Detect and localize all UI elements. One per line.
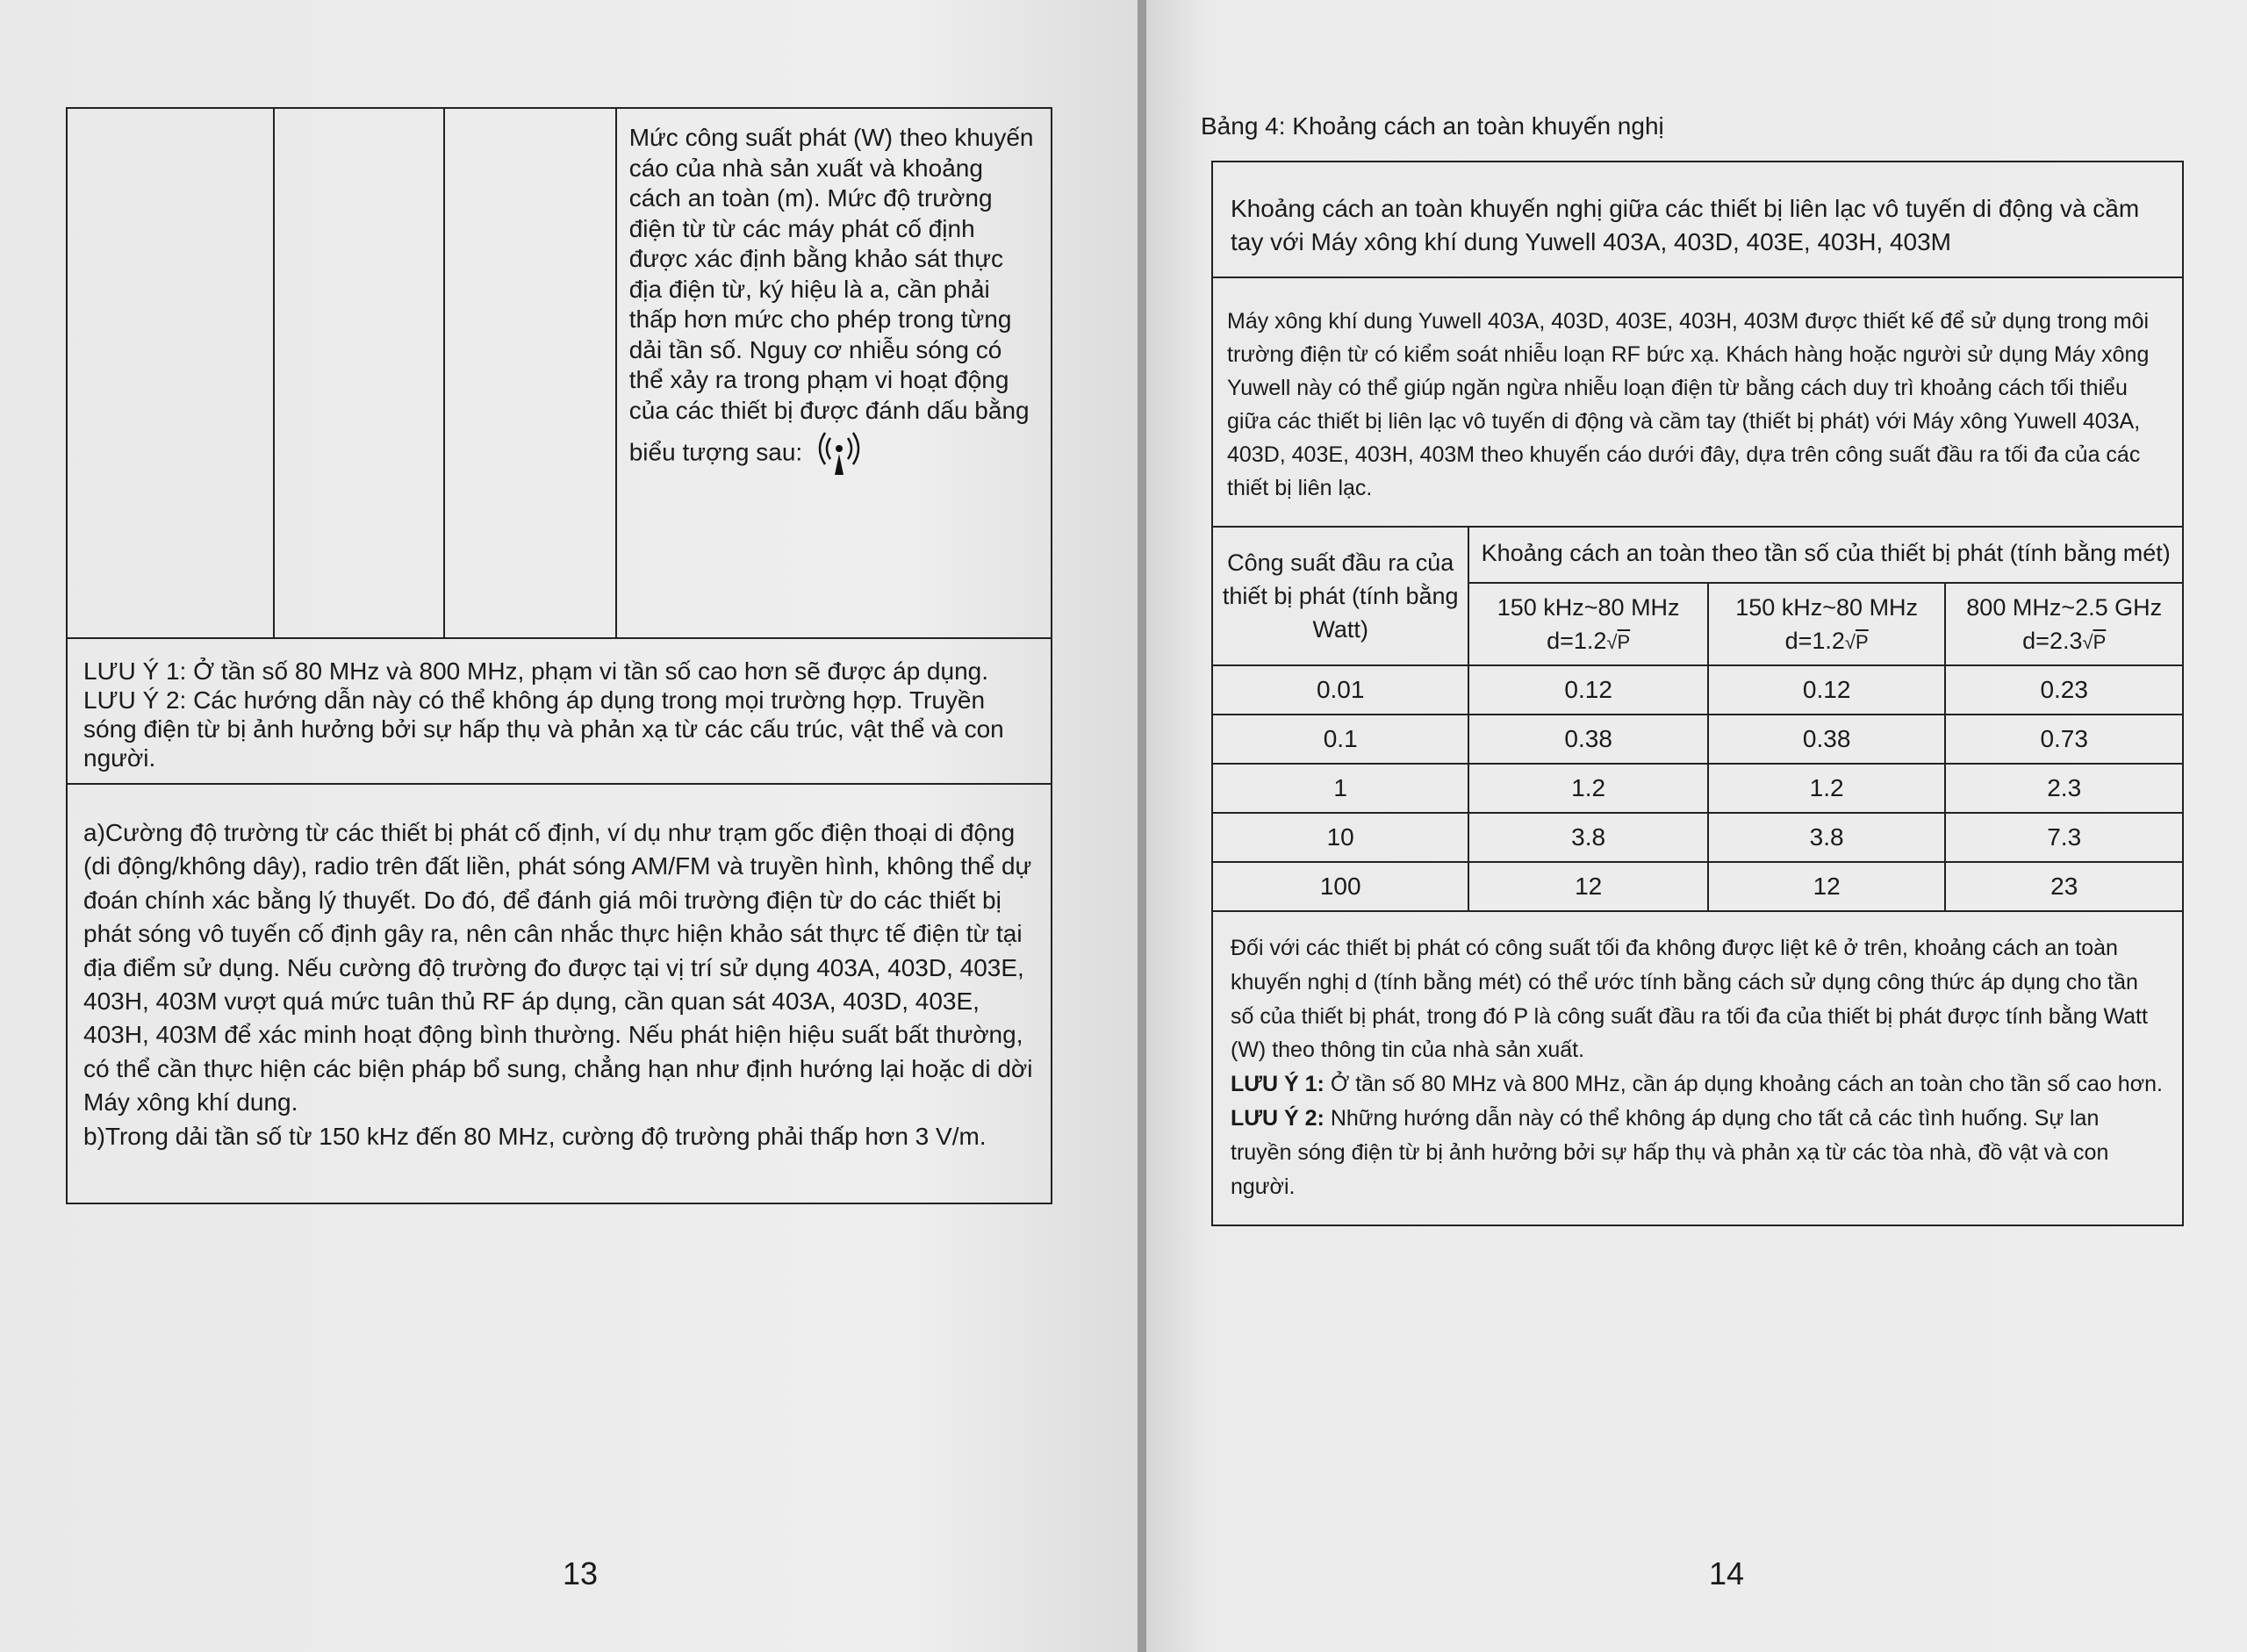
- freq-formula: d=1.2√P: [1547, 628, 1631, 654]
- table-cell: 0.23: [1945, 665, 2183, 715]
- table-cell: 10: [1212, 813, 1468, 862]
- freq-range: 150 kHz~80 MHz: [1735, 594, 1919, 621]
- freq-column-header: [1708, 583, 1946, 665]
- table-cell: 2.3: [1945, 764, 2183, 813]
- footer-note-2: LƯU Ý 2: Những hướng dẫn này có thể không áp dụng cho tất cả các tình huống. Sự lan truyền sóng điện từ bị ảnh hưởng bởi sự hấp thụ và phản xạ từ các tòa nhà, đồ vật và con người.: [1231, 1105, 2109, 1199]
- table-caption: Bảng 4: Khoảng cách an toàn khuyến nghị: [1201, 112, 1664, 140]
- table-row: [1212, 764, 2183, 813]
- table-row: [1212, 862, 2183, 911]
- page-number: 13: [563, 1555, 599, 1591]
- table-intro-row: [1212, 277, 2183, 527]
- table-cell: 3.8: [1468, 813, 1708, 862]
- detail-b: b)Trong dải tần số từ 150 kHz đến 80 MHz, cường độ trường phải thấp hơn 3 V/m.: [83, 1122, 987, 1150]
- table-cell: 1: [1212, 764, 1468, 813]
- freq-formula: d=1.2√P: [1784, 628, 1869, 654]
- table-cell: 12: [1468, 862, 1708, 911]
- table-footer: [1212, 911, 2183, 1225]
- distance-header: Khoảng cách an toàn theo tần số của thiết bị phát (tính bằng mét): [1468, 527, 2183, 583]
- table-cell: 100: [1212, 862, 1468, 911]
- table-header: Khoảng cách an toàn khuyến nghị giữa các thiết bị liên lạc vô tuyến di động và cầm tay với Máy xông khí dung Yuwell 403A, 403D, 403E, 403H, 403M: [1212, 162, 2183, 277]
- footer-note-1: LƯU Ý 1: Ở tần số 80 MHz và 800 MHz, cần áp dụng khoảng cách an toàn cho tần số cao hơn.: [1231, 1072, 2163, 1097]
- table-cell: 3.8: [1708, 813, 1946, 862]
- table-row: [1212, 813, 2183, 862]
- table-cell: 0.73: [1945, 715, 2183, 764]
- table-cell: 0.1: [1212, 715, 1468, 764]
- description-cell: [616, 108, 1052, 638]
- footer-text: Đối với các thiết bị phát có công suất tối đa không được liệt kê ở trên, khoảng cách an toàn khuyến nghị d (tính bằng mét) có thể ước tính bằng cách sử dụng công thức áp dụng cho tần số của thiết bị phát, trong đó P là công suất đầu ra tối đa của thiết bị phát được tính bằng Watt (W) theo thông tin của nhà sản xuất.: [1231, 936, 2148, 1063]
- table-footer-row: [1212, 911, 2183, 1225]
- left-table: [66, 107, 1052, 1204]
- table-cell: 7.3: [1945, 813, 2183, 862]
- column-group-row: [1212, 527, 2183, 583]
- blank-row: [67, 108, 1052, 638]
- freq-column-header: [1945, 583, 2183, 665]
- table-cell: 0.12: [1468, 665, 1708, 715]
- details-row: [67, 784, 1052, 1203]
- blank-cell: [274, 108, 445, 638]
- note-1: LƯU Ý 1: Ở tần số 80 MHz và 800 MHz, phạm vi tần số cao hơn sẽ được áp dụng.: [83, 657, 988, 685]
- table-header-row: [1212, 162, 2183, 277]
- blank-cell: [67, 108, 274, 638]
- freq-column-header: [1468, 583, 1708, 665]
- description-text: Mức công suất phát (W) theo khuyến cáo của nhà sản xuất và khoảng cách an toàn (m). Mức độ trường điện từ từ các máy phát cố định được xác định bằng khảo sát thực địa điện từ, ký hiệu là a, cần phải thấp hơn mức cho phép trong từng dải tần số. Nguy cơ nhiễu sóng có thể xảy ra trong phạm vi hoạt động của các thiết bị được đánh dấu bằng biểu tượng sau:: [628, 124, 1034, 466]
- table-row: [1212, 665, 2183, 715]
- table-row: [1212, 715, 2183, 764]
- detail-a: a)Cường độ trường từ các thiết bị phát cố định, ví dụ như trạm gốc điện thoại di động (di động/không dây), radio trên đất liền, phát sóng AM/FM và truyền hình, không thể dự đoán chính xác bằng lý thuyết. Do đó, để đánh giá môi trường điện từ do các thiết bị phát sóng vô tuyến cố định gây ra, nên cân nhắc thực hiện khảo sát thực tế điện từ tại địa điểm sử dụng. Nếu cường độ trường đo được tại vị trí sử dụng 403A, 403D, 403E, 403H, 403M vượt quá mức tuân thủ RF áp dụng, cần quan sát 403A, 403D, 403E, 403H, 403M để xác minh hoạt động bình thường. Nếu phát hiện hiệu suất bất thường, có thể cần thực hiện các biện pháp bổ sung, chẳng hạn như định hướng lại hoặc di dời Máy xông khí dung.: [83, 819, 1033, 1117]
- power-header: Công suất đầu ra của thiết bị phát (tính bằng Watt): [1212, 527, 1468, 665]
- notes-cell: [67, 638, 1052, 784]
- table-cell: 12: [1708, 862, 1946, 911]
- table-cell: 0.38: [1708, 715, 1946, 764]
- page-number: 14: [1709, 1555, 1745, 1591]
- note-2: LƯU Ý 2: Các hướng dẫn này có thể không áp dụng trong mọi trường hợp. Truyền sóng điện từ bị ảnh hưởng bởi sự hấp thụ và phản xạ từ các cấu trúc, vật thể và con người.: [83, 686, 1004, 772]
- freq-range: 800 MHz~2.5 GHz: [1966, 594, 2163, 621]
- blank-cell: [444, 108, 616, 638]
- table-cell: 0.01: [1212, 665, 1468, 715]
- details-cell: [67, 784, 1052, 1203]
- table-cell: 1.2: [1468, 764, 1708, 813]
- table-cell: 23: [1945, 862, 2183, 911]
- table-cell: 0.12: [1708, 665, 1946, 715]
- table-cell: 0.38: [1468, 715, 1708, 764]
- freq-range: 150 kHz~80 MHz: [1497, 594, 1680, 621]
- freq-formula: d=2.3√P: [2022, 628, 2107, 654]
- notes-row: [67, 638, 1052, 784]
- rf-transmitter-icon: [811, 426, 867, 483]
- table-intro: Máy xông khí dung Yuwell 403A, 403D, 403E, 403H, 403M được thiết kế để sử dụng trong môi trường điện từ có kiểm soát nhiễu loạn RF bức xạ. Khách hàng hoặc người sử dụng Máy xông Yuwell này có thể giúp ngăn ngừa nhiễu loạn điện từ bằng cách duy trì khoảng cách tối thiểu giữa các thiết bị liên lạc vô tuyến di động và cầm tay (thiết bị phát) với Máy xông Yuwell 403A, 403D, 403E, 403H, 403M theo khuyến cáo dưới đây, dựa trên công suất đầu ra tối đa của các thiết bị liên lạc.: [1212, 277, 2183, 527]
- safety-distance-table: [1211, 161, 2184, 1226]
- table-cell: 1.2: [1708, 764, 1946, 813]
